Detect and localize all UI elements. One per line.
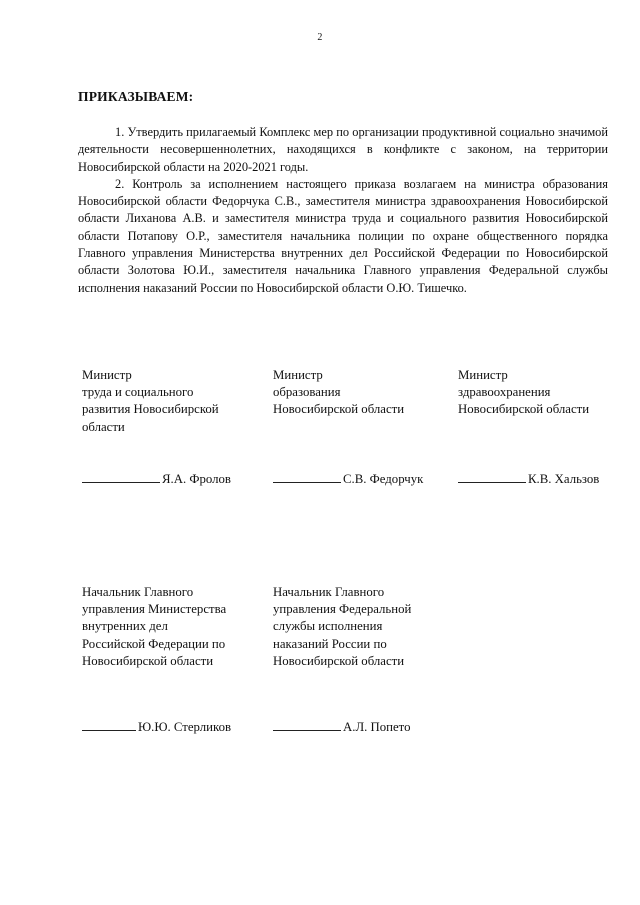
signature-line: [273, 718, 341, 731]
order-heading: ПРИКАЗЫВАЕМ:: [78, 89, 194, 104]
title-line: Министр: [273, 368, 323, 382]
signature-labor-minister: [82, 470, 231, 487]
signatory-title-health-minister: [458, 367, 589, 419]
signatory-title-education-minister: [273, 367, 404, 419]
page-number: 2: [317, 32, 323, 43]
title-line: Начальник Главного: [273, 585, 385, 599]
title-line: службы исполнения: [273, 619, 383, 634]
title-line: управления Министерства: [82, 602, 227, 617]
title-line: образования: [273, 385, 341, 400]
title-line: управления Федеральной: [273, 602, 412, 617]
title-line: здравоохранения: [458, 385, 551, 400]
signatory-name: К.В. Хальзов: [528, 472, 600, 486]
signatory-name: А.Л. Попето: [343, 720, 411, 734]
title-line: внутренних дел: [82, 619, 168, 634]
title-line: Начальник Главного: [82, 585, 194, 599]
signature-penitentiary-chief: [273, 718, 411, 735]
title-line: труда и социального: [82, 385, 194, 400]
signatory-name: Я.А. Фролов: [162, 472, 231, 486]
order-body: [78, 124, 608, 297]
title-line: Министр: [458, 368, 508, 382]
title-line: Новосибирской области: [273, 402, 405, 417]
title-line: Министр: [82, 368, 132, 382]
title-line: Новосибирской области: [273, 653, 405, 668]
signatory-title-penitentiary-chief: [273, 584, 411, 670]
signatory-name: С.В. Федорчук: [343, 472, 424, 486]
order-paragraph-2: 2. Контроль за исполнением настоящего приказа возлагаем на министра образования Новосибирской области Федорчука С.В., заместителя министра здравоохранения Новосибирской области Лиханова А.В. и заместителя министра труда и социального развития Новосибирской области Потапову О.Р., заместителя начальника полиции по охране общественного порядка Главного управления Министерства внутренних дел Российской Федерации по Новосибирской области Золотова Ю.И., заместителя начальника Главного управления Федеральной службы исполнения наказаний России по Новосибирской области О.Ю. Тишечко.: [78, 176, 608, 295]
signature-police-chief: [82, 718, 231, 735]
title-line: области: [82, 419, 125, 434]
signature-line: [82, 470, 160, 483]
signature-education-minister: [273, 470, 423, 487]
title-line: Новосибирской области: [458, 402, 590, 417]
signature-line: [458, 470, 526, 483]
signatory-name: Ю.Ю. Стерликов: [138, 720, 232, 734]
signature-line: [273, 470, 341, 483]
title-line: развития Новосибирской: [82, 402, 219, 417]
title-line: Новосибирской области: [82, 653, 214, 668]
signature-health-minister: [458, 470, 599, 487]
order-paragraph-1: 1. Утвердить прилагаемый Комплекс мер по организации продуктивной социально значимой деятельности несовершеннолетних, находящихся в конфликте с законом, на территории Новосибирской области на 2020-2021 годы.: [78, 125, 608, 174]
signature-line: [82, 718, 136, 731]
title-line: наказаний России по: [273, 636, 387, 651]
signatory-title-police-chief: [82, 584, 226, 670]
signatory-title-labor-minister: [82, 367, 219, 436]
title-line: Российской Федерации по: [82, 636, 226, 651]
